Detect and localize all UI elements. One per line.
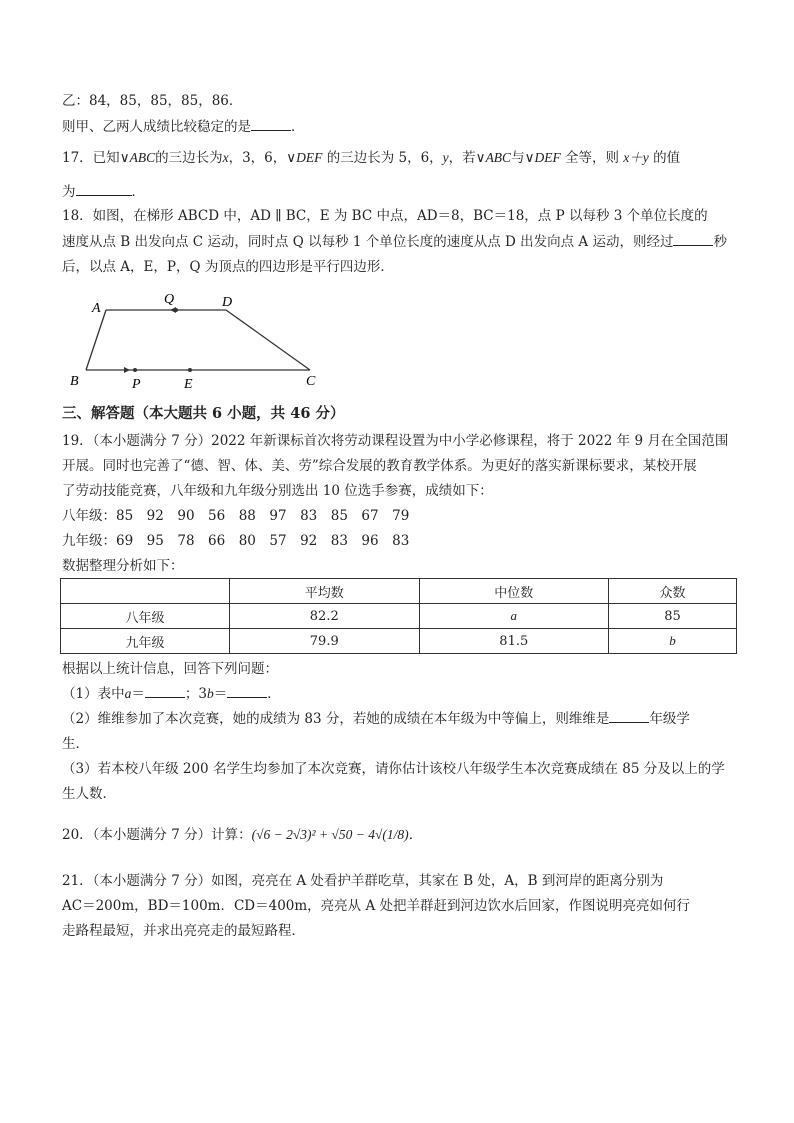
table-header-cell: 中位数 (419, 579, 609, 604)
q19-grade9-scores: 九年级：69 95 78 66 80 57 92 83 96 83 (62, 533, 410, 549)
q21-line1: 21．（本小题满分 7 分）如图，亮亮在 A 处看护羊群吃草，其家在 B 处，A，B 到河岸的距离分别为 (62, 873, 664, 889)
q19-prompt: 根据以上统计信息，回答下列问题： (62, 661, 278, 677)
q19-part1: （1）表中a＝ ；3b＝ ． (62, 686, 281, 702)
table-cell: 九年级 (61, 629, 230, 654)
q21-line2: AC＝200m，BD＝100m．CD＝400m，亮亮从 A 处把羊群赶到河边饮水后回家，作图说明亮亮如何行 (62, 898, 691, 914)
table-header-cell: 平均数 (230, 579, 420, 604)
triangle-symbol: ∨ (119, 150, 130, 166)
table-cell: 79.9 (230, 629, 420, 654)
q18-line2: 速度从点 B 出发向点 C 运动，同时点 Q 以每秒 1 个单位长度的速度从点 D 出发向点 A 运动，则经过 秒 (62, 234, 727, 250)
triangle-symbol: ∨ (475, 150, 486, 166)
table-cell: b (609, 629, 737, 654)
answer-blank[interactable] (227, 685, 267, 698)
label-d: D (222, 295, 233, 310)
q18-line1: 18．如图，在梯形 ABCD 中，AD ∥ BC，E 为 BC 中点，AD＝8，BC＝18，点 P 以每秒 3 个单位长度的 (62, 208, 708, 224)
triangle-symbol: ∨ (286, 150, 297, 166)
q16-line-yi: 乙：84，85，85，85，86． (62, 93, 243, 109)
arrow-p (124, 367, 130, 373)
triangle-symbol: ∨ (524, 150, 535, 166)
table-header-cell (61, 579, 230, 604)
q19-grade8-scores: 八年级：85 92 90 56 88 97 83 85 67 79 (62, 508, 410, 524)
q20-line: 20．（本小题满分 7 分）计算：(√6 − 2√3)² + √50 − 4√(1/8)． (62, 827, 423, 843)
answer-blank[interactable] (673, 233, 713, 246)
table-cell: 82.2 (230, 604, 420, 629)
table-cell: a (419, 604, 609, 629)
table-cell: 81.5 (419, 629, 609, 654)
stats-table (60, 578, 737, 654)
label-a: A (92, 301, 101, 316)
side-cd (226, 310, 310, 370)
q21-line3: 走路程最短，并求出亮亮走的最短路程． (62, 923, 305, 939)
q18-line3: 后，以点 A，E，P，Q 为顶点的四边形是平行四边形． (62, 259, 394, 275)
q19-table-intro: 数据整理分析如下： (62, 558, 184, 574)
table-header-row (61, 579, 737, 604)
trapezoid-diagram (62, 290, 342, 394)
q19-part2: （2）维维参加了本次竞赛，她的成绩为 83 分，若她的成绩在本年级为中等偏上，则维维是 年级学 (62, 711, 690, 727)
point-p (133, 368, 137, 372)
point-e (188, 368, 192, 372)
section-heading: 三、解答题（本大题共 6 小题，共 46 分） (62, 405, 345, 422)
table-row (61, 629, 737, 654)
answer-blank[interactable] (609, 710, 649, 723)
answer-blank[interactable] (76, 183, 132, 196)
label-e: E (184, 377, 193, 392)
q19-part3-cont: 生人数． (62, 786, 116, 802)
side-ab (86, 310, 106, 370)
label-p: P (132, 377, 141, 392)
answer-blank[interactable] (251, 118, 291, 131)
q17-line1: 17．已知∨ABC的三边长为x，3，6，∨DEF 的三边长为 5，6，y，若∨ABC与∨DEF 全等，则 x＋y 的值 (62, 150, 681, 166)
table-cell: 八年级 (61, 604, 230, 629)
label-c: C (306, 374, 316, 389)
q19-part3: （3）若本校八年级 200 名学生均参加了本次竞赛，请你估计该校八年级学生本次竞赛成绩在 85 分及以上的学 (62, 761, 725, 777)
q19-line1: 19．（本小题满分 7 分）2022 年新课标首次将劳动课程设置为中小学必修课程，将于 2022 年 9 月在全国范围 (62, 433, 729, 449)
q19-line2: 开展。同时也完善了“德、智、体、美、劳”综合发展的教育教学体系。为更好的落实新课标要求，某校开展 (62, 458, 697, 474)
label-q: Q (164, 292, 175, 307)
answer-blank[interactable] (145, 685, 185, 698)
q17-line2: 为 ． (62, 184, 145, 200)
q20-expression: (√6 − 2√3)² + √50 − 4√(1/8)． (251, 827, 423, 842)
table-row (61, 604, 737, 629)
table-header-cell: 众数 (609, 579, 737, 604)
q19-line3: 了劳动技能竞赛，八年级和九年级分别选出 10 位选手参赛，成绩如下： (62, 483, 493, 499)
point-q (174, 308, 178, 312)
q19-part2-cont: 生． (62, 736, 89, 752)
label-b: B (70, 374, 79, 389)
table-cell: 85 (609, 604, 737, 629)
q16-question: 则甲、乙两人成绩比较稳定的是 ． (62, 119, 305, 135)
